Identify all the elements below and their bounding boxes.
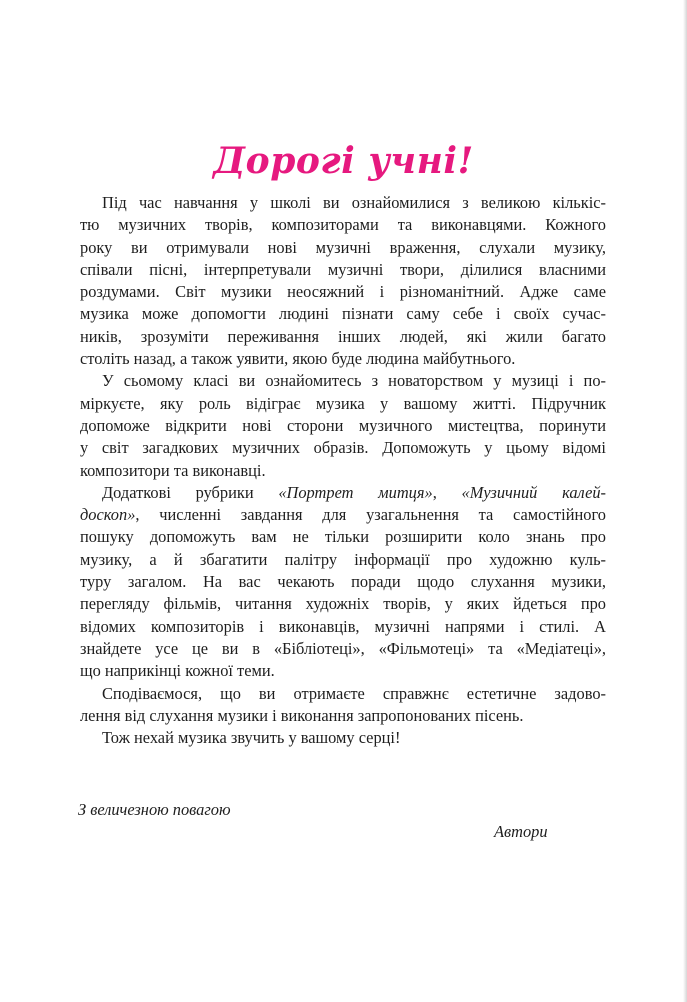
text-line: співали пісні, інтерпретували музичні твори, ділилися власними xyxy=(80,259,606,279)
text-line: знайдете усе це ви в «Бібліотеці», «Фільмотеці» та «Медіатеці», xyxy=(80,638,606,658)
text-fragment: Додаткові рубрики xyxy=(102,482,279,502)
text-line: перегляду фільмів, читання художніх творів, у яких йдеться про xyxy=(80,594,606,614)
text-line: музику, а й збагатити палітру інформації про художню куль- xyxy=(80,549,606,569)
text-fragment: , xyxy=(432,482,462,502)
rubric-kaleidoscope: «Музичний калей- xyxy=(461,482,607,502)
page-title: Дорогі учні! xyxy=(213,140,474,182)
text-line xyxy=(80,504,606,526)
signature: Автори xyxy=(494,822,548,841)
paragraph-5 xyxy=(80,727,606,749)
paragraph-1 xyxy=(80,192,606,370)
text-line: Під час навчання у школі ви ознайомилися з великою кількіс- xyxy=(102,193,606,212)
text-fragment: , численні завдання для узагальнення та самостійного xyxy=(135,505,606,525)
letter-body xyxy=(80,192,606,749)
paragraph-4 xyxy=(80,683,606,728)
text-line: століть назад, а також уявити, якою буде людина майбутнього. xyxy=(80,349,516,369)
text-line: відомих композиторів і виконавців, музичні напрями і стилі. А xyxy=(80,616,606,636)
text-line: тю музичних творів, композиторами та виконавцями. Кожного xyxy=(80,215,606,235)
text-line: туру загалом. На вас чекають поради щодо слухання музики, xyxy=(80,572,606,592)
text-line: року ви отримували нові музичні враження, слухали музику, xyxy=(80,237,606,257)
text-line: композитори та виконавці. xyxy=(80,460,266,480)
text-line: що наприкінці кожної теми. xyxy=(80,661,275,681)
closing-phrase: З величезною повагою xyxy=(78,800,231,819)
text-line: Сподіваємося, що ви отримаєте справжнє естетичне задово- xyxy=(102,683,606,703)
text-line: роздумами. Світ музики неосяжний і різноманітний. Адже саме xyxy=(80,282,606,302)
text-line: музика може допомогти людині пізнати саму себе і своїх сучас- xyxy=(80,304,606,324)
rubric-portrait: «Портрет митця» xyxy=(278,482,433,502)
text-line: Тож нехай музика звучить у вашому серці! xyxy=(102,728,401,748)
text-line xyxy=(80,482,606,504)
paragraph-3 xyxy=(80,482,606,683)
text-line: лення від слухання музики і виконання запропонованих пісень. xyxy=(80,705,524,725)
text-line: У сьомому класі ви ознайомитесь з новаторством у музиці і по- xyxy=(102,371,606,391)
text-line: ників, зрозуміти переживання інших людей, які жили багато xyxy=(80,326,606,346)
paragraph-2 xyxy=(80,370,606,481)
text-line: міркуєте, яку роль відіграє музика у вашому житті. Підручник xyxy=(80,393,606,413)
rubric-kaleidoscope-end: доскоп» xyxy=(80,505,136,525)
text-line: допоможе відкрити нові сторони музичного мистецтва, поринути xyxy=(80,415,606,435)
text-line: пошуку допоможуть вам не тільки розширити коло знань про xyxy=(80,527,606,547)
text-line: у світ загадкових музичних образів. Допоможуть у цьому відомі xyxy=(80,438,606,458)
